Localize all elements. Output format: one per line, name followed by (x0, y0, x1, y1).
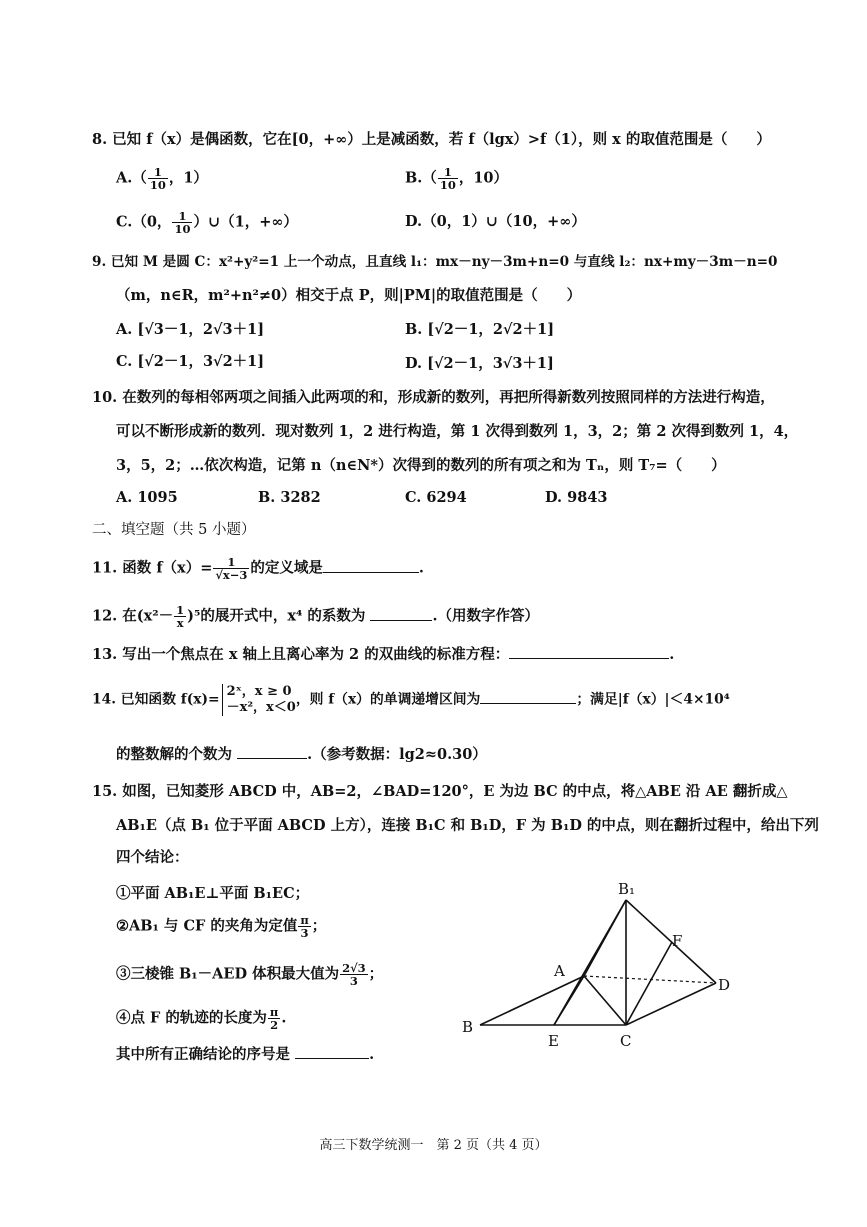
q15-conclusion-4: ④点 F 的轨迹的长度为 $\frac{\pi}{2}$ . (116, 1005, 287, 1032)
q13-answer-blank[interactable] (509, 644, 669, 659)
label-e: E (548, 1032, 559, 1050)
q15-answer-blank[interactable] (295, 1044, 369, 1059)
q8-option-d: D.（0，1）∪（10，+∞） (405, 213, 586, 230)
edge-cd (626, 983, 716, 1025)
label-a: A (554, 962, 565, 980)
q14-line2: 的整数解的个数为 .（参考数据：lg2≈0.30） (116, 746, 487, 763)
q10-line1: 10. 在数列的每相邻两项之间插入此两项的和，形成新的数列，再把所得新数列按照同样的方法进行构造， (92, 389, 775, 406)
q15-question: 其中所有正确结论的序号是 . (116, 1046, 375, 1063)
label-d: D (718, 976, 731, 994)
q10-line3: 3，5，2；…依次构造，记第 n（n∈N*）次得到的数列的所有项之和为 Tₙ，则 T₇=（ ） (116, 457, 726, 474)
q9-option-d: D. [√2－1，3√3＋1] (405, 355, 554, 372)
label-b1: B₁ (618, 880, 636, 898)
q15-line1: 15. 如图，已知菱形 ABCD 中，AB=2，∠BAD=120°，E 为边 BC 的中点，将△ABE 沿 AE 翻折成△ (92, 783, 788, 800)
q14-line1: 14. 已知函数 f(x)= 2ˣ，x ≥ 0 －x²，x＜0 ，则 f（x）的单调递增区间为 ；满足|f（x）|＜4×10⁴ (92, 684, 730, 715)
label-f: F (672, 932, 683, 950)
edge-ac (584, 976, 626, 1025)
edge-b1a (584, 900, 626, 976)
q11: 11. 函数 f（x）= $\frac{1}{√x-3}$ 的定义域是 . (92, 555, 424, 582)
q10-option-c: C. 6294 (405, 489, 467, 506)
q15-conclusion-1: ①平面 AB₁E⊥平面 B₁EC； (116, 885, 310, 902)
edge-b1d (626, 900, 716, 983)
q14-piecewise: 2ˣ，x ≥ 0 －x²，x＜0 (222, 684, 296, 716)
q15-conclusion-3: ③三棱锥 B₁－AED 体积最大值为 $\frac{2√3}{3}$ ； (116, 961, 384, 988)
q15-line3: 四个结论： (116, 849, 189, 866)
segment-cf (626, 942, 672, 1025)
q10-option-d: D. 9843 (545, 489, 608, 506)
q13: 13. 写出一个焦点在 x 轴上且离心率为 2 的双曲线的标准方程： . (92, 646, 675, 663)
q9-line2: （m，n∈R，m²+n²≠0）相交于点 P，则|PM|的取值范围是（ ） (116, 287, 582, 304)
q9-line1: 9. 已知 M 是圆 C：x²+y²=1 上一个动点，且直线 l₁：mx－ny－3m+n=0 与直线 l₂：nx+my－3m－n=0 (92, 254, 778, 270)
q10-option-b: B. 3282 (258, 489, 321, 506)
label-b: B (462, 1018, 474, 1036)
q10-option-a: A. 1095 (116, 489, 178, 506)
q8-option-c: C.（0， $\frac{1}{10}$ ）∪（1，+∞） (116, 209, 298, 236)
q15-conclusion-2: ②AB₁ 与 CF 的夹角为定值 $\frac{\pi}{3}$ ； (116, 913, 327, 940)
q8-stem: 8. 已知 f（x）是偶函数，它在[0，+∞）上是减函数，若 f（lgx）>f（1），则 x 的取值范围是（ ） (92, 131, 771, 148)
q8-option-b: B.（ $\frac{1}{10}$ ，10） (405, 165, 509, 192)
q9-option-b: B. [√2－1，2√2＋1] (405, 321, 555, 338)
q9-option-c: C. [√2－1，3√2＋1] (116, 353, 265, 370)
q12-answer-blank[interactable] (370, 606, 432, 621)
section-heading: 二、填空题（共 5 小题） (92, 522, 256, 538)
page-footer: 高三下数学统测一 第 2 页（共 4 页） (319, 1138, 548, 1153)
q14-answer-blank-2[interactable] (237, 744, 307, 759)
q15-line2: AB₁E（点 B₁ 位于平面 ABCD 上方），连接 B₁C 和 B₁D，F 为 B₁D 的中点，则在翻折过程中，给出下列 (116, 817, 819, 834)
q8-option-a: A.（ $\frac{1}{10}$ ，1） (116, 165, 208, 192)
q14-answer-blank-1[interactable] (480, 689, 576, 704)
folded-rhombus-figure (450, 880, 750, 1060)
q12: 12. 在(x²－ $\frac{1}{x}$ )⁵的展开式中，x⁴ 的系数为 .（用数字作答） (92, 603, 540, 630)
q11-answer-blank[interactable] (323, 558, 419, 573)
q9-option-a: A. [√3－1，2√3＋1] (116, 321, 265, 338)
label-c: C (620, 1032, 632, 1050)
q10-line2: 可以不断形成新的数列．现对数列 1，2 进行构造，第 1 次得到数列 1，3，2；第 2 次得到数列 1，4， (116, 423, 799, 440)
